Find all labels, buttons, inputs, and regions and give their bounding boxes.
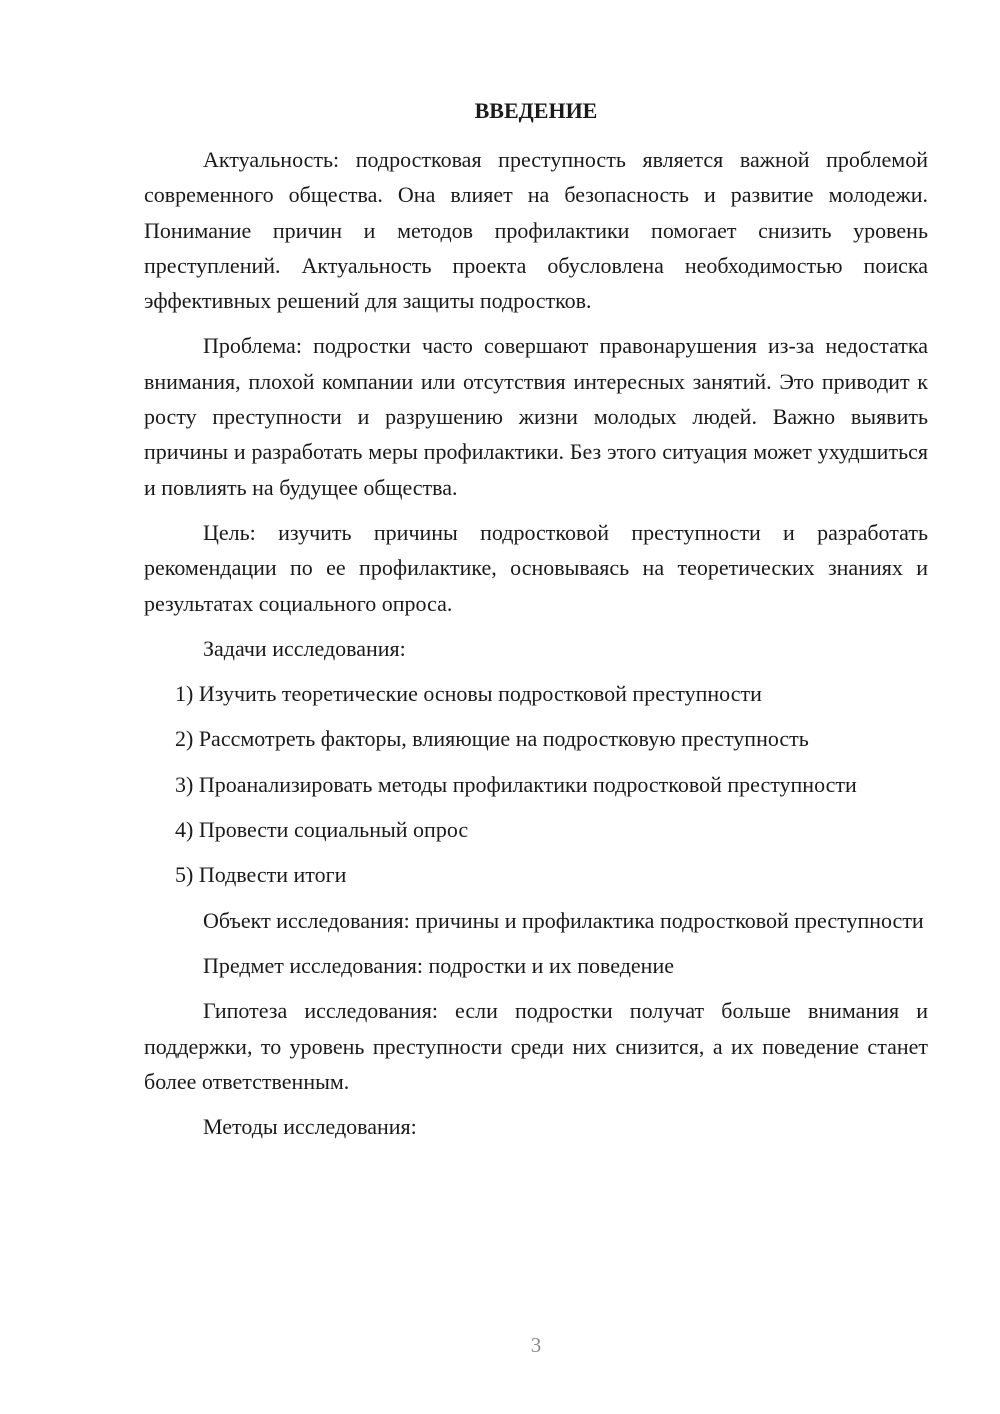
task-item-2: 2) Рассмотреть факторы, влияющие на подростковую преступность: [175, 726, 809, 752]
page-number: 3: [530, 1333, 542, 1357]
goal-paragraph: Цель: изучить причины подростковой преступности и разработать рекомендации по ее профилактике, основываясь на теоретических знаниях и результатах социального опроса.: [144, 519, 928, 616]
tasks-heading: Задачи исследования:: [203, 635, 406, 661]
object-paragraph: Объект исследования: причины и профилактика подростковой преступности: [203, 907, 924, 933]
methods-heading: Методы исследования:: [203, 1114, 417, 1140]
task-item-1: 1) Изучить теоретические основы подростковой преступности: [175, 681, 762, 707]
problem-paragraph: Проблема: подростки часто совершают правонарушения из-за недостатка внимания, плохой компании или отсутствия интересных занятий. Это приводит к росту преступности и разрушению жизни молодых людей. Важно выявить причины и разработать меры профилактики. Без этого ситуация может ухудшиться и повлиять на будущее общества.: [144, 333, 928, 500]
task-item-3: 3) Проанализировать методы профилактики подростковой преступности: [175, 771, 857, 797]
document-body: [144, 142, 928, 1144]
section-title: ВВЕДЕНИЕ: [474, 98, 598, 123]
task-item-4: 4) Провести социальный опрос: [175, 817, 469, 843]
relevance-paragraph: Актуальность: подростковая преступность является важной проблемой современного общества. Она влияет на безопасность и развитие молодежи. Понимание причин и методов профилактики помогает снизить уровень преступлений. Актуальность проекта обусловлена необходимостью поиска эффективных решений для защиты подростков.: [144, 147, 928, 314]
subject-paragraph: Предмет исследования: подростки и их поведение: [203, 952, 674, 978]
hypothesis-paragraph: Гипотеза исследования: если подростки получат больше внимания и поддержки, то уровень преступности среди них снизится, а их поведение станет более ответственным.: [144, 998, 928, 1094]
task-item-5: 5) Подвести итоги: [175, 862, 347, 888]
